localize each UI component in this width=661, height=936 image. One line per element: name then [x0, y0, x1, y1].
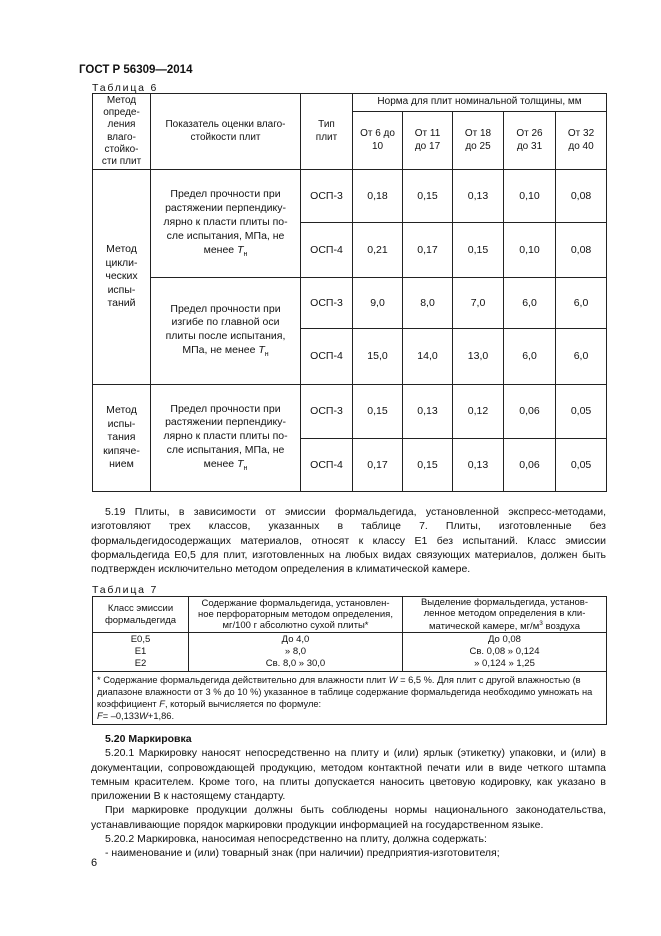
paragraph-5-20-2: 5.20.2 Маркировка, наносимая непосредственно на плиту, должна содержать:	[105, 833, 487, 846]
value-cell: 6,0	[504, 278, 556, 329]
t7-header-chamber: Выделение формальдегида, установ- ленное методом определения в кли- матической камере, $мг/м^3$ воздуха	[403, 597, 607, 633]
value-cell: 0,15	[353, 385, 403, 439]
list-item-manufacturer: - наименование и (или) товарный знак (при наличии) предприятия-изготовителя;	[105, 847, 500, 860]
t7-classes: Е0,5 Е1 Е2	[93, 633, 189, 672]
value-cell: 0,06	[504, 439, 556, 492]
value-cell: 9,0	[353, 278, 403, 329]
type-cell: ОСП-4	[301, 439, 353, 492]
type-cell: ОСП-3	[301, 278, 353, 329]
value-cell: 6,0	[504, 329, 556, 385]
value-cell: 0,06	[504, 385, 556, 439]
value-cell: 0,05	[556, 385, 607, 439]
value-cell: 0,17	[353, 439, 403, 492]
col-method-header: Метод опреде- ления влаго- стойко- сти плит	[93, 94, 151, 170]
value-cell: 0,12	[453, 385, 504, 439]
thickness-col-3: От 18 до 25	[453, 112, 504, 170]
t7-chamber-values: До 0,08 Св. 0,08 » 0,124 » 0,124 » 1,25	[403, 633, 607, 672]
section-heading: 5.20 Маркировка	[105, 733, 192, 745]
type-cell: ОСП-3	[301, 170, 353, 223]
value-cell: 0,10	[504, 170, 556, 223]
indicator-tension-boiling: Предел прочности при растяжении перпендику- лярно к пласти плиты по- сле испытания, МПа, не менее $T_н$	[151, 385, 301, 492]
value-cell: 0,10	[504, 223, 556, 278]
value-cell: 0,18	[353, 170, 403, 223]
paragraph-marking-norms: При маркировке продукции должны быть соблюдены нормы национального законодательства, устанавливающие порядок маркировки продукции информацией на государственном языке.	[91, 804, 606, 831]
value-cell: 6,0	[556, 278, 607, 329]
paragraph-5-20-1: 5.20.1 Маркировку наносят непосредственно на плиту и (или) ярлык (этикетку) упаковки, и (или) в документации, сопровождающей продукцию, методом контактной печати или в виде четкого штампа темным красителем. Кроме того, на плиты допускается наносить цветовую кодировку, как указано в приложении В к настоящему стандарту.	[91, 747, 606, 803]
value-cell: 0,13	[453, 170, 504, 223]
t7-header-class: Класс эмиссии формальдегида	[93, 597, 189, 633]
value-cell: 8,0	[403, 278, 453, 329]
paragraph-5-19: 5.19 Плиты, в зависимости от эмиссии формальдегида, установленной экспресс-методами, изготовляют трех классов, указанных в таблице 7. Плиты, изготовленные без формальдегидосодержащих материалов, относят к классу Е1 без испытаний. Класс эмиссии формальдегида Е0,5 для плит, изготовленных на любых видах связующих материалов, должен быть подтвержден исключительно методом определения в климатической камере.	[91, 506, 606, 576]
thickness-col-5: От 32 до 40	[556, 112, 607, 170]
section-5-20	[91, 732, 606, 861]
value-cell: 0,21	[353, 223, 403, 278]
method-cyclic-cell: Метод цикли- ческих испы- таний	[93, 170, 151, 385]
value-cell: 14,0	[403, 329, 453, 385]
t7-header-perforator: Содержание формальдегида, установлен- ное перфораторным методом определения, мг/100 г абсолютно сухой плиты*	[189, 597, 403, 633]
value-cell: 0,15	[403, 439, 453, 492]
value-cell: 0,08	[556, 170, 607, 223]
col-type-header: Тип плит	[301, 94, 353, 170]
document-header: ГОСТ Р 56309—2014	[79, 64, 193, 76]
value-cell: 0,15	[453, 223, 504, 278]
value-cell: 0,05	[556, 439, 607, 492]
page-number: 6	[91, 857, 98, 869]
table-7	[92, 596, 607, 725]
thickness-col-1: От 6 до 10	[353, 112, 403, 170]
indicator-tension: Предел прочности при растяжении перпендику- лярно к пласти плиты по- сле испытания, МПа, не менее $T_н$	[151, 170, 301, 278]
indicator-bending: Предел прочности при изгибе по главной оси плиты после испытания, МПа, не менее $T_н$	[151, 278, 301, 385]
table-6-caption: Таблица 6	[92, 82, 159, 94]
value-cell: 0,08	[556, 223, 607, 278]
value-cell: 6,0	[556, 329, 607, 385]
type-cell: ОСП-4	[301, 329, 353, 385]
value-cell: 0,17	[403, 223, 453, 278]
thickness-col-2: От 11 до 17	[403, 112, 453, 170]
t7-perforator-values: До 4,0 » 8,0 Св. 8,0 » 30,0	[189, 633, 403, 672]
col-indicator-header: Показатель оценки влаго- стойкости плит	[151, 94, 301, 170]
t7-footnote: * Содержание формальдегида действительно для влажности плит W = 6,5 %. Для плит с другой влажностью (в диапазоне влажности от 3 % до 10 %) указанное в таблице содержание формальдегида необходимо умножать на коэффициент F, который вычисляется по формуле: F= –0,133W+1,86.	[93, 672, 607, 725]
value-cell: 15,0	[353, 329, 403, 385]
value-cell: 0,13	[403, 385, 453, 439]
table-7-caption: Таблица 7	[92, 584, 159, 596]
value-cell: 0,15	[403, 170, 453, 223]
value-cell: 7,0	[453, 278, 504, 329]
value-cell: 13,0	[453, 329, 504, 385]
type-cell: ОСП-4	[301, 223, 353, 278]
method-boiling-cell: Метод испы- тания кипяче- нием	[93, 385, 151, 492]
thickness-col-4: От 26 до 31	[504, 112, 556, 170]
value-cell: 0,13	[453, 439, 504, 492]
table-6	[92, 93, 607, 492]
type-cell: ОСП-3	[301, 385, 353, 439]
norm-header: Норма для плит номинальной толщины, мм	[353, 94, 607, 112]
